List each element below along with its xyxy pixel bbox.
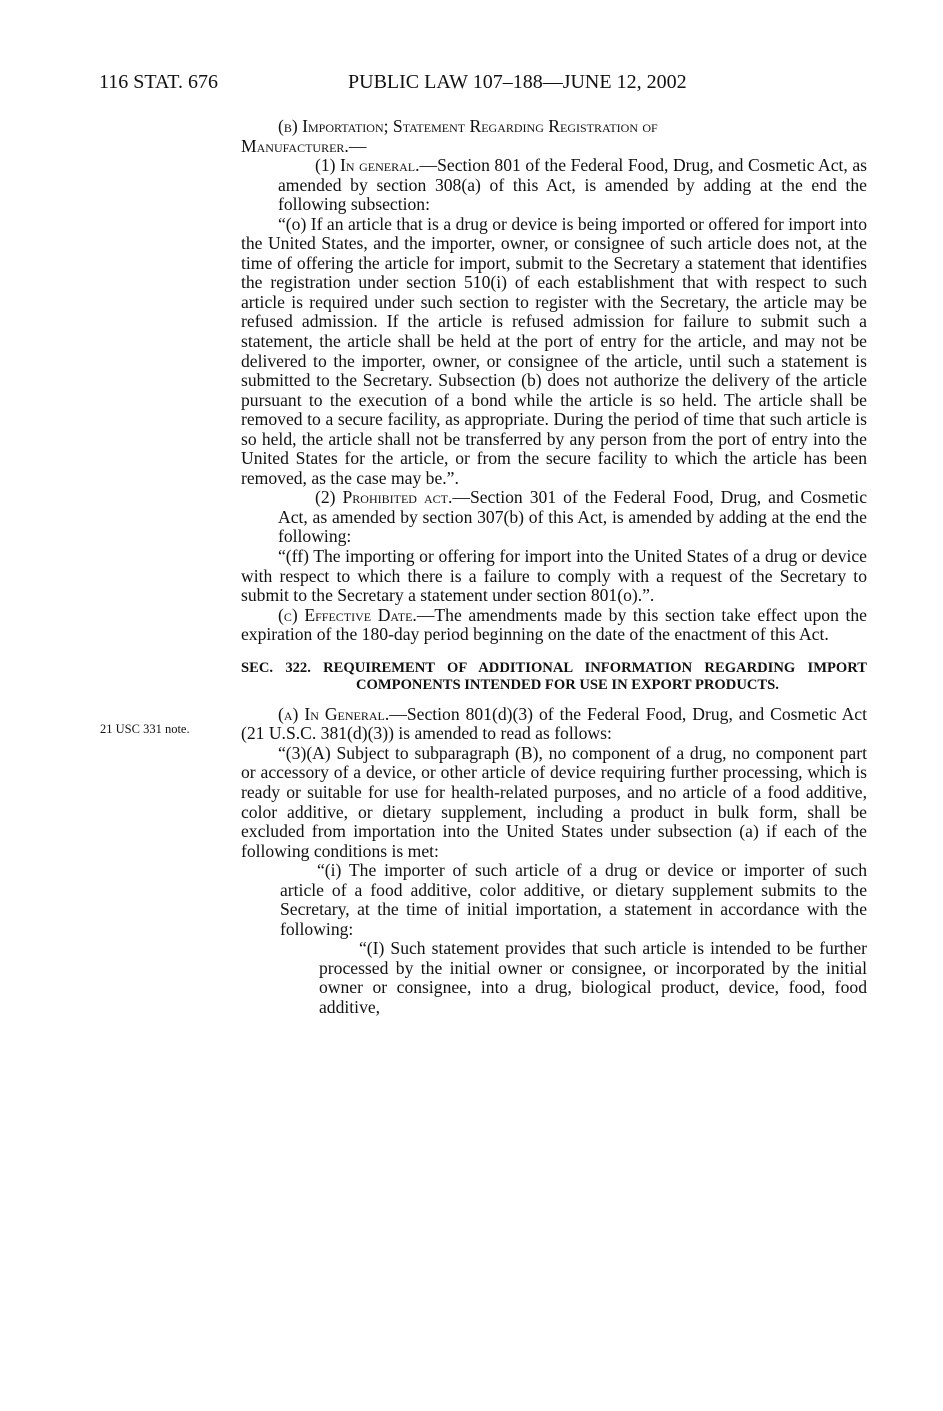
paragraph-1-quote: “(o) If an article that is a drug or device is being imported or offered for import into the United States, and the importer, owner, or consignee of such article does not, at the time of offering the article for import, submit to the Secretary a statement that identifies the registration under section 510(i) of each establishment that with respect to such article is required under such section to register with the Secretary, the article may be refused admission. If the article is refused admission for failure to submit such a statement, the article shall be held at the port of entry for the article, and may not be delivered to the importer, owner, or consignee of the article, until such a statement is submitted to the Secretary. Subsection (b) does not authorize the delivery of the article pursuant to the execution of a bond while the article is so held. The article shall be removed to a secure facility, as appropriate. During the period of time that such article is so held, the article shall not be transferred by any person from the port of entry into the United States for the article, or from the secure facility to which the article has been removed, as the case may be.”. [241, 213, 867, 488]
subsection-a [241, 705, 867, 744]
section-title: REQUIREMENT OF ADDITIONAL INFORMATION REGARDING IMPORT COMPONENTS INTENDED FOR USE IN EXPORT PRODUCTS. [323, 659, 867, 693]
paragraph-2-label: (2) Prohibited act. [315, 487, 453, 508]
paragraph-1 [241, 156, 867, 215]
document-body [241, 117, 867, 1018]
statute-page-number: 116 STAT. 676 [99, 71, 218, 93]
subsection-b-heading: (b) Importation; Statement Regarding Registration of Manufacturer.— [241, 116, 658, 156]
subsection-c [241, 606, 867, 645]
section-322-heading [241, 660, 867, 694]
paragraph-1-label: (1) In general. [315, 155, 420, 176]
subclause-I-quote: “(I) Such statement provides that such article is intended to be further processed by the initial owner or consignee, or incorporated by the initial owner or consignee, into a drug, biological product, device, food, food additive, [319, 938, 867, 1017]
paragraph-1-text: —Section 801 of the Federal Food, Drug, and Cosmetic Act, as amended by section 308(a) of this Act, is amended by adding at the end the following subsection: [278, 155, 868, 215]
paragraph-2-quote: “(ff) The importing or offering for import into the United States of a drug or device with respect to which there is a failure to comply with a request of the Secretary to submit to the Secretary a statement under section 801(o).”. [241, 546, 867, 606]
page-header [0, 68, 943, 96]
clause-i-quote: “(i) The importer of such article of a drug or device or importer of such article of a food additive, color additive, or dietary supplement submits to the Secretary, at the time of initial importation, a statement in accordance with the following: [280, 860, 867, 939]
paragraph-2 [241, 488, 867, 547]
subsection-a-quote: “(3)(A) Subject to subparagraph (B), no component of a drug, no component part or accessory of a device, or other article of device requiring further processing, which is ready or suitable for use for health-related purposes, and no article of a food additive, color additive, or dietary supplement, including a product in bulk form, shall be excluded from importation into the United States under subsection (a) if each of the following conditions is met: [241, 742, 867, 861]
subsection-a-text: —Section 801(d)(3) of the Federal Food, Drug, and Cosmetic Act (21 U.S.C. 381(d)(3)) is amended to read as follows: [241, 703, 868, 744]
public-law-title: PUBLIC LAW 107–188—JUNE 12, 2002 [348, 71, 687, 93]
paragraph-2-text: —Section 301 of the Federal Food, Drug, and Cosmetic Act, as amended by section 307(b) of this Act, is amended by adding at the end the following: [278, 487, 867, 547]
section-number: SEC. 322. [241, 659, 311, 676]
margin-note-usc: 21 USC 331 note. [100, 722, 190, 736]
subsection-c-label: (c) Effective Date. [278, 604, 417, 625]
subsection-a-label: (a) In General. [278, 703, 390, 724]
subsection-c-text: —The amendments made by this section take effect upon the expiration of the 180-day period beginning on the date of the enactment of this Act. [241, 604, 867, 645]
